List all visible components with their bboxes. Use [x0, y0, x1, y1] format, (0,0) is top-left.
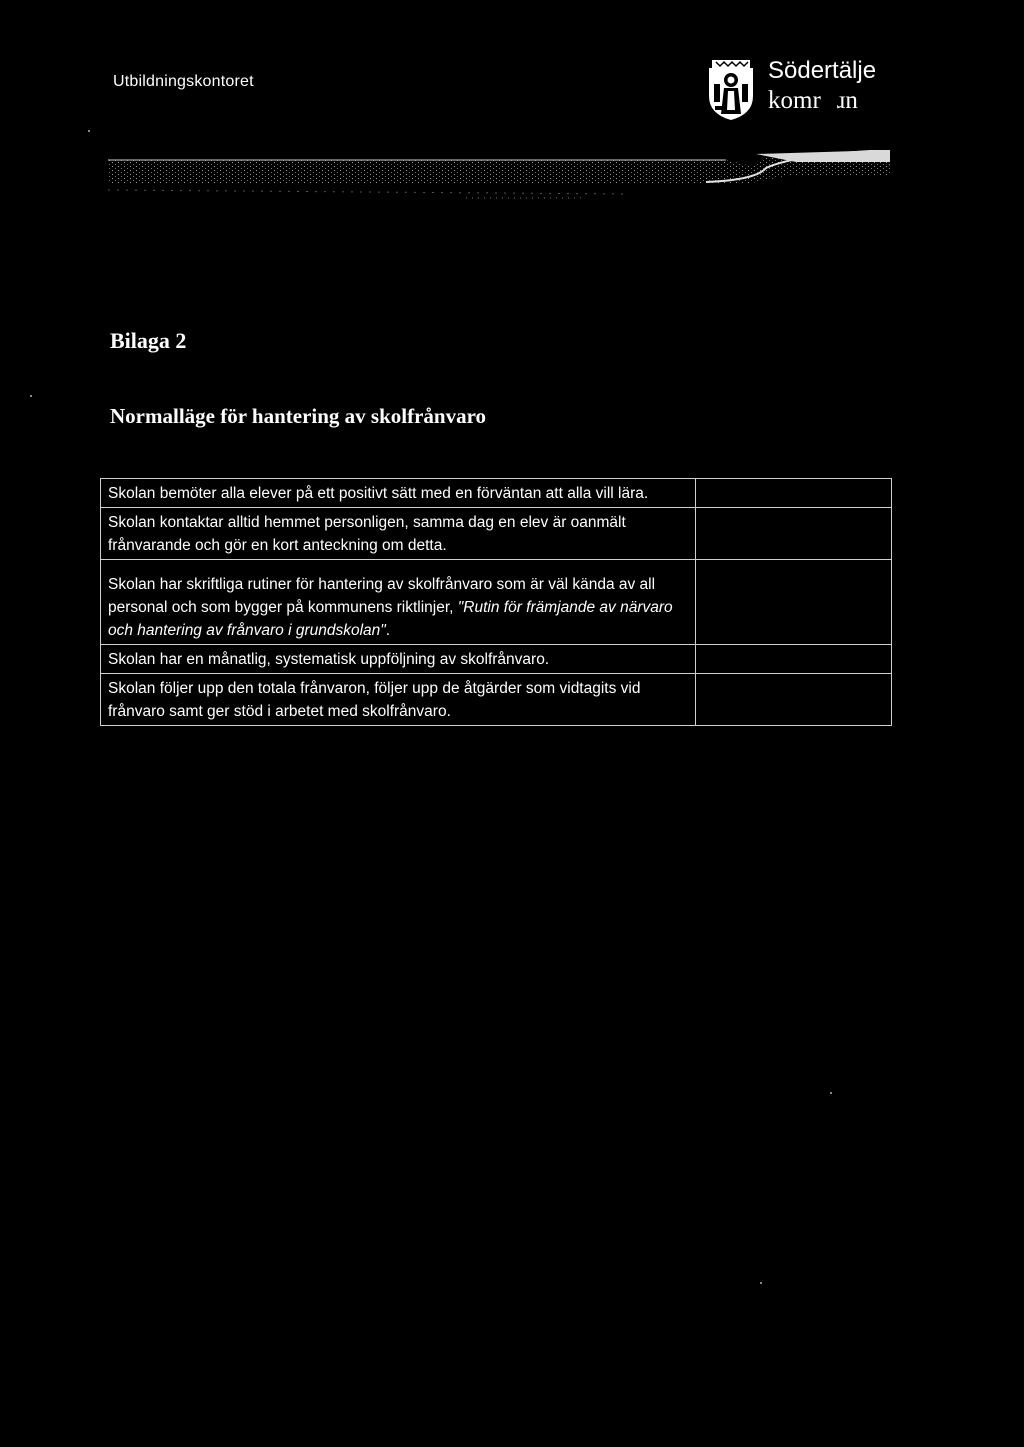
- criteria-table: [100, 478, 892, 726]
- scan-speck: [30, 395, 32, 397]
- criterion-text: Skolan har en månatlig, systematisk uppföljning av skolfrånvaro.: [101, 645, 696, 674]
- criterion-text: Skolan kontaktar alltid hemmet personligen, samma dag en elev är oanmält frånvarande och gör en kort anteckning om detta.: [101, 508, 696, 560]
- department-name: Utbildningskontoret: [113, 73, 254, 90]
- appendix-label: Bilaga 2: [110, 328, 187, 353]
- criterion-text: Skolan har skriftliga rutiner för hantering av skolfrånvaro som är väl kända av all personal och som bygger på kommunens riktlinjer,: [108, 576, 656, 616]
- assessment-cell: [696, 479, 892, 508]
- document-heading: Normalläge för hantering av skolfrånvaro: [110, 404, 487, 428]
- scan-speck: [830, 1092, 832, 1094]
- table-row: [101, 508, 892, 560]
- scan-speck: [760, 1282, 762, 1284]
- criterion-text: Skolan bemöter alla elever på ett positivt sätt med en förväntan att alla vill lära.: [101, 479, 696, 508]
- assessment-cell: [696, 674, 892, 726]
- criterion-text: Skolan följer upp den totala frånvaron, följer upp de åtgärder som vidtagits vid frånvaro samt ger stöd i arbetet med skolfrånvaro.: [101, 674, 696, 726]
- scan-speck: [88, 130, 90, 132]
- organization-name-line1: Södertälje: [768, 57, 877, 84]
- table-row: [101, 560, 892, 645]
- organization-name-line2: komr ɹn: [768, 87, 858, 114]
- table-row: [101, 645, 892, 674]
- assessment-cell: [696, 508, 892, 560]
- assessment-cell: [696, 645, 892, 674]
- assessment-cell: [696, 560, 892, 645]
- policy-reference: "Rutin för främjande av närvaro och hantering av frånvaro i grundskolan": [108, 599, 673, 639]
- organization-name: [768, 56, 876, 116]
- coat-of-arms-icon: [706, 58, 756, 122]
- table-row: [101, 479, 892, 508]
- criterion-text-end: .: [385, 622, 391, 639]
- header-decorative-band: [106, 150, 892, 210]
- table-row: [101, 674, 892, 726]
- criterion-cell: [101, 560, 696, 645]
